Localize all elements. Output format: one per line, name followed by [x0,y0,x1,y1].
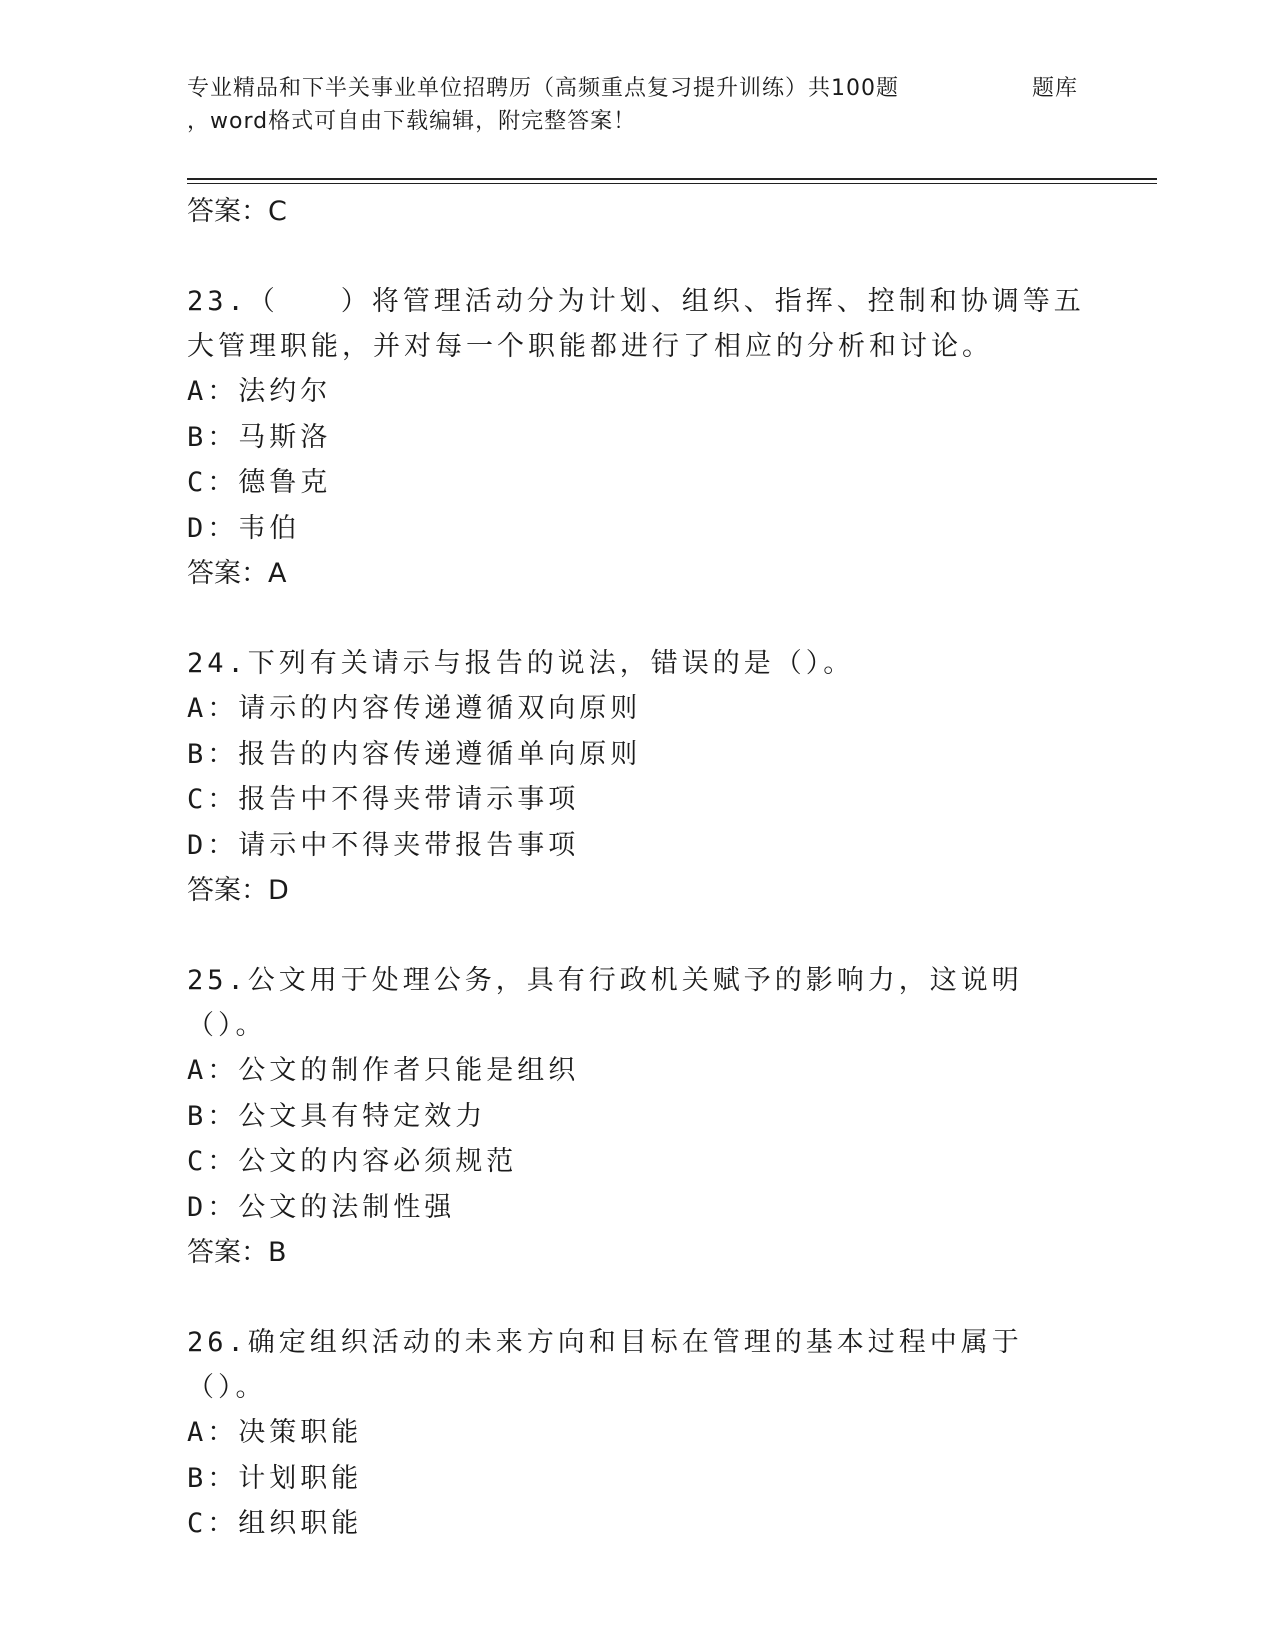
option-b: B：报告的内容传递遵循单向原则 [187,738,642,770]
question-block-26 [187,1320,1147,1547]
question-text: 24.下列有关请示与报告的说法，错误的是（）。 [187,648,855,679]
spacer [187,235,1147,279]
option-b: B：公文具有特定效力 [187,1100,487,1132]
option-c: C：报告中不得夹带请示事项 [187,784,580,815]
option-c: C：公文的内容必须规范 [187,1146,518,1177]
spacer [187,597,1147,641]
answer-line: 答案：A [187,558,287,589]
option-c: C：德鲁克 [187,467,332,498]
question-text: 26.确定组织活动的未来方向和目标在管理的基本过程中属于（）。 [187,1327,1023,1403]
option-b: B：计划职能 [187,1462,363,1494]
option-c: C：组织职能 [187,1508,363,1539]
question-text: 25.公文用于处理公务，具有行政机关赋予的影响力，这说明（）。 [187,965,1023,1041]
question-block-24 [187,641,1147,914]
option-a: A：决策职能 [187,1417,363,1448]
page-header [187,72,1147,138]
option-b: B：马斯洛 [187,421,332,453]
header-title: 专业精品和下半关事业单位招聘历（高频重点复习提升训练）共100题 [187,76,899,101]
spacer [187,914,1147,958]
option-d: D：公文的法制性强 [187,1191,456,1223]
option-a: A：请示的内容传递遵循双向原则 [187,693,642,724]
option-d: D：请示中不得夹带报告事项 [187,829,580,861]
question-block-25 [187,958,1147,1276]
answer-line: 答案：C [187,196,287,227]
header-divider-thin [187,183,1157,184]
header-divider-thick [187,178,1157,180]
question-block-23 [187,279,1147,597]
option-a: A：公文的制作者只能是组织 [187,1055,580,1086]
header-label-tiku: 题库 [1032,76,1079,101]
answer-line: 答案：B [187,1237,287,1268]
option-a: A：法约尔 [187,376,332,407]
answer-line: 答案：D [187,875,289,906]
option-d: D：韦伯 [187,512,301,544]
spacer [187,1276,1147,1320]
header-title-line1 [187,72,1147,105]
question-text: 23.（ ）将管理活动分为计划、组织、指挥、控制和协调等五大管理职能，并对每一个职能都进行了相应的分析和讨论。 [187,286,1085,362]
header-title-line2: ，word格式可自由下载编辑，附完整答案！ [187,109,637,134]
document-body [187,189,1147,1547]
